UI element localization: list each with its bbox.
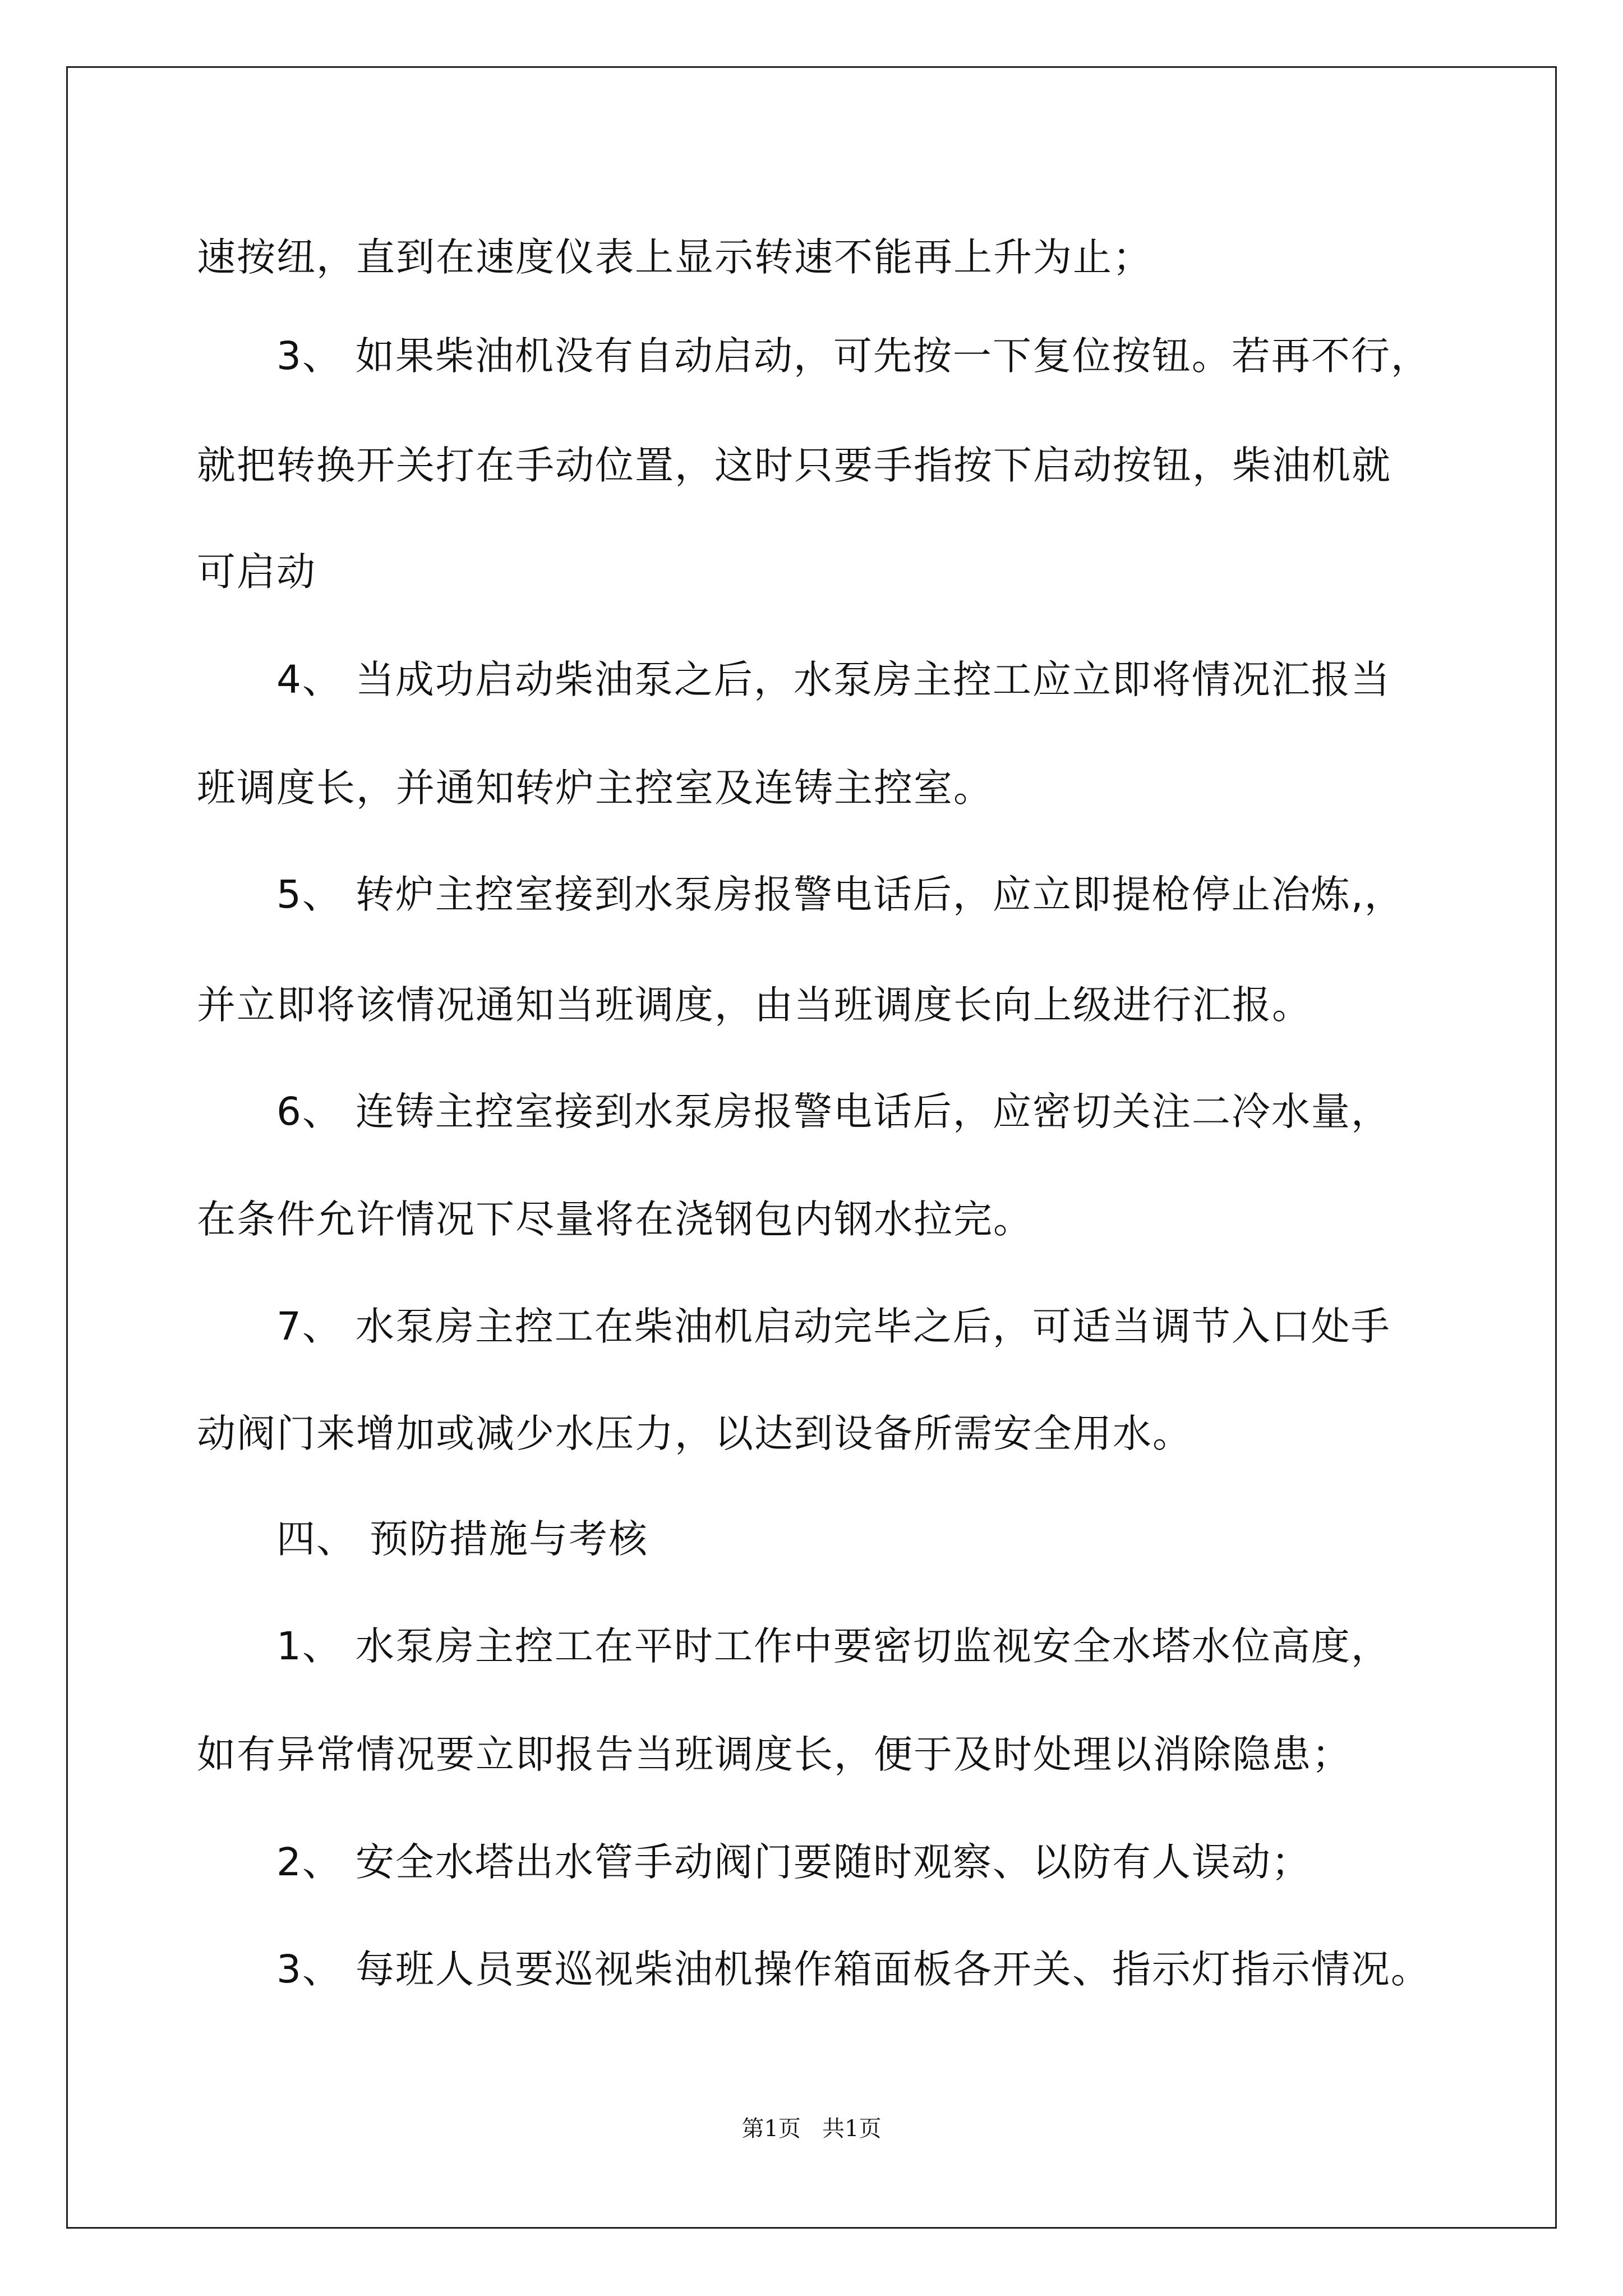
text-line: 1、 水泵房主控工在平时工作中要密切监视安全水塔水位高度， bbox=[276, 1624, 1391, 1669]
text-line: 如有异常情况要立即报告当班调度长，便于及时处理以消除隐患； bbox=[197, 1732, 1352, 1777]
text-line: 速按纽，直到在速度仪表上显示转速不能再上升为止； bbox=[197, 235, 1152, 280]
section-heading: 四、 预防措施与考核 bbox=[276, 1517, 648, 1562]
text-line: 3、 如果柴油机没有自动启动，可先按一下复位按钮。若再不行， bbox=[276, 334, 1431, 379]
text-line: 4、 当成功启动柴油泵之后，水泵房主控工应立即将情况汇报当 bbox=[276, 657, 1391, 702]
text-line: 并立即将该情况通知当班调度，由当班调度长向上级进行汇报。 bbox=[197, 983, 1312, 1028]
text-line: 7、 水泵房主控工在柴油机启动完毕之后，可适当调节入口处手 bbox=[276, 1304, 1391, 1349]
text-line: 2、 安全水塔出水管手动阀门要随时观察、以防有人误动； bbox=[276, 1840, 1311, 1885]
text-line: 班调度长，并通知转炉主控室及连铸主控室。 bbox=[197, 766, 993, 811]
text-line: 6、 连铸主控室接到水泵房报警电话后，应密切关注二冷水量， bbox=[276, 1089, 1391, 1134]
page-footer: 第1页 共1页 bbox=[741, 2116, 882, 2142]
text-line: 在条件允许情况下尽量将在浇钢包内钢水拉完。 bbox=[197, 1197, 1033, 1242]
text-line: 动阀门来增加或减少水压力，以达到设备所需安全用水。 bbox=[197, 1411, 1192, 1456]
text-line: 3、 每班人员要巡视柴油机操作箱面板各开关、指示灯指示情况。 bbox=[276, 1947, 1431, 1992]
text-line: 就把转换开关打在手动位置，这时只要手指按下启动按钮，柴油机就 bbox=[197, 443, 1391, 488]
text-line: 5、 转炉主控室接到水泵房报警电话后，应立即提枪停止冶炼,， bbox=[276, 872, 1404, 917]
text-line: 可启动 bbox=[197, 550, 316, 595]
